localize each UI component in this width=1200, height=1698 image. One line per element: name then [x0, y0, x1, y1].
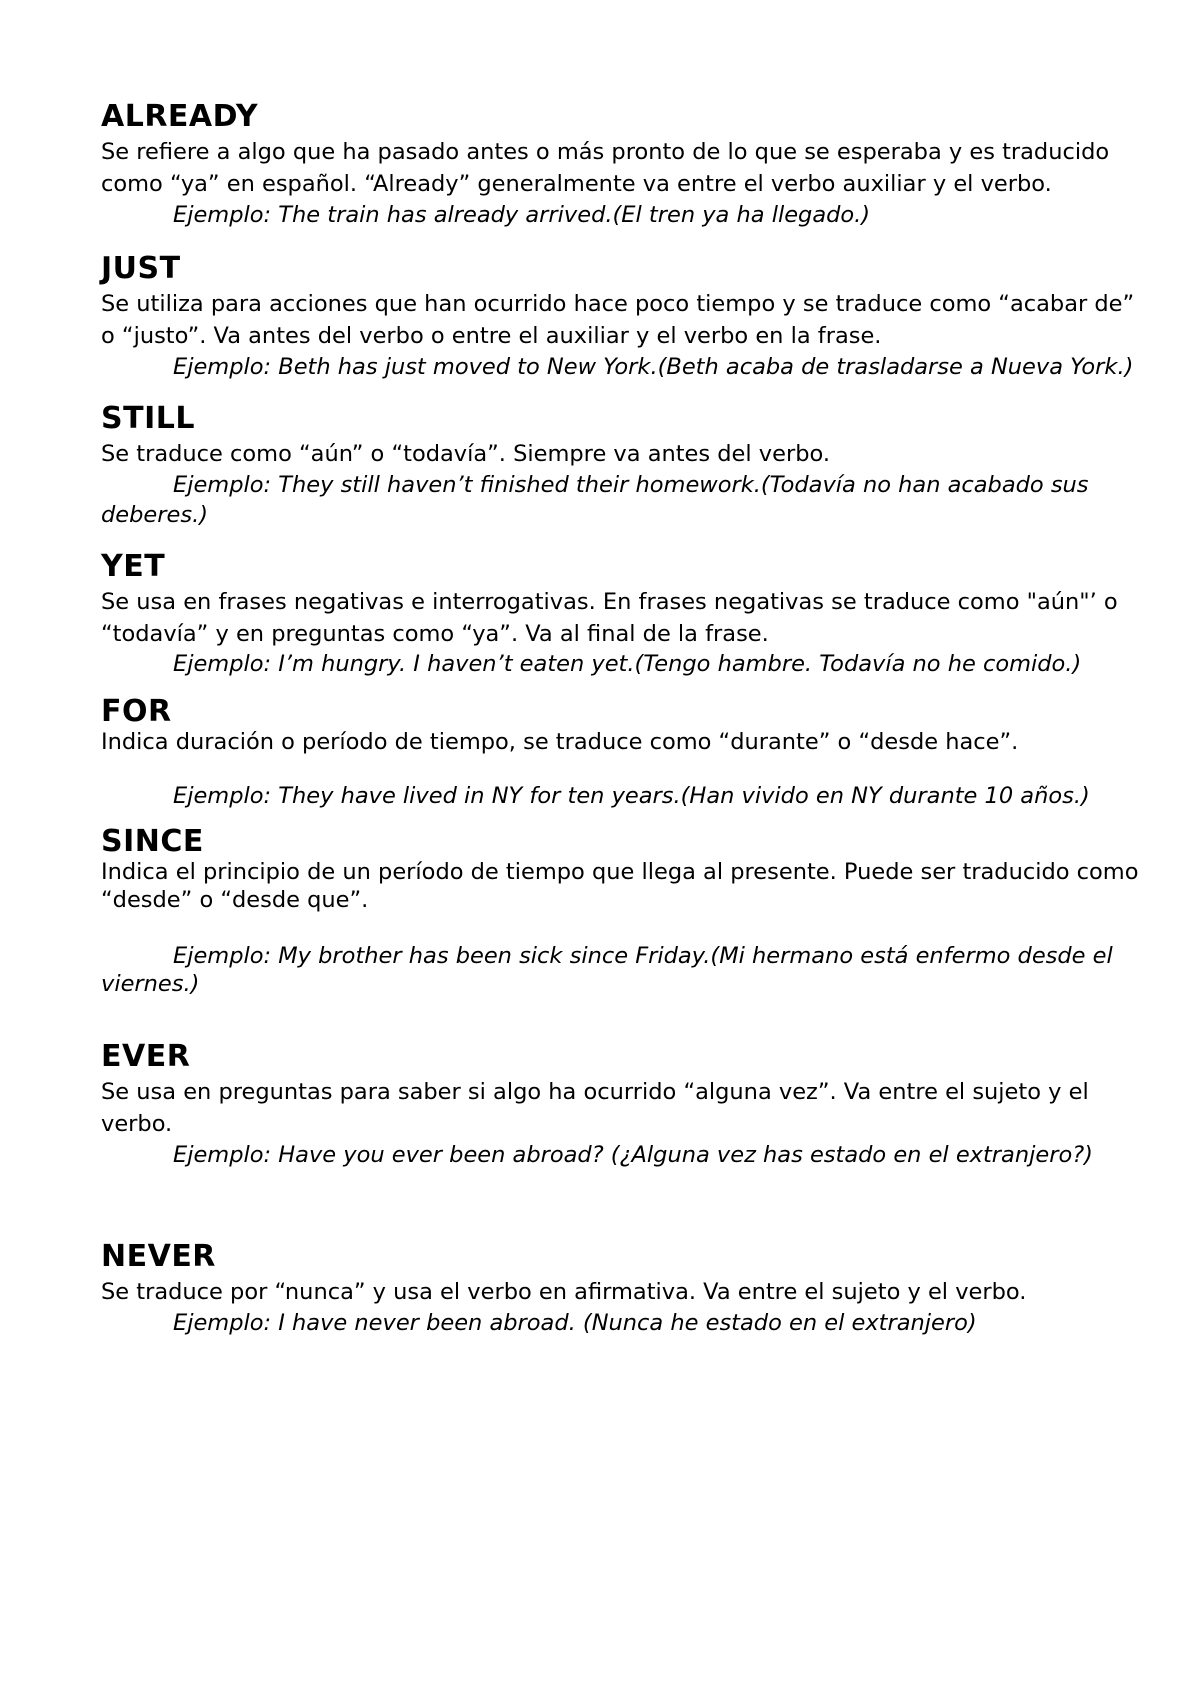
- section-description: Se refiere a algo que ha pasado antes o más pronto de lo que se esperaba y es traducido como “ya” en español. “Already” generalmente va entre el verbo auxiliar y el verbo.: [101, 139, 1110, 197]
- section-heading: JUST: [101, 251, 181, 286]
- section-example: Ejemplo: The train has already arrived.(El tren ya ha llegado.): [173, 202, 871, 228]
- section-heading: NEVER: [101, 1239, 216, 1274]
- section-never: [101, 1238, 1151, 1338]
- section-description: Se utiliza para acciones que han ocurrido hace poco tiempo y se traduce como “acabar de” o “justo”. Va antes del verbo o entre el auxiliar y el verbo en la frase.: [101, 291, 1135, 349]
- section-example: Ejemplo: Have you ever been abroad? (¿Alguna vez has estado en el extranjero?): [173, 1142, 1093, 1168]
- section-example: Ejemplo: I have never been abroad. (Nunca he estado en el extranjero): [173, 1310, 977, 1336]
- section-yet: [101, 548, 1151, 678]
- section-description: Se usa en preguntas para saber si algo ha ocurrido “alguna vez”. Va entre el sujeto y el verbo.: [101, 1079, 1089, 1137]
- section-example: Ejemplo: They still haven’t finished their homework.(Todavía no han acabado sus deberes.): [101, 472, 1089, 528]
- section-since: [101, 826, 1151, 998]
- section-example: Ejemplo: Beth has just moved to New York.(Beth acaba de trasladarse a Nueva York.): [173, 354, 1134, 380]
- section-example: Ejemplo: They have lived in NY for ten years.(Han vivido en NY durante 10 años.): [173, 783, 1090, 809]
- section-just: [101, 250, 1151, 382]
- section-description: Indica duración o período de tiempo, se traduce como “durante” o “desde hace”.: [101, 729, 1019, 755]
- section-already: [101, 98, 1151, 230]
- document-page: [101, 98, 1151, 1338]
- section-example: Ejemplo: I’m hungry. I haven’t eaten yet.(Tengo hambre. Todavía no he comido.): [173, 651, 1082, 677]
- section-description: Se traduce como “aún” o “todavía”. Siempre va antes del verbo.: [101, 441, 831, 467]
- section-still: [101, 400, 1151, 530]
- section-heading: FOR: [101, 694, 172, 729]
- section-heading: STILL: [101, 401, 195, 436]
- section-description: Indica el principio de un período de tiempo que llega al presente. Puede ser traducido como “desde” o “desde que”.: [101, 859, 1139, 913]
- section-for: [101, 696, 1151, 810]
- section-heading: EVER: [101, 1039, 191, 1074]
- section-example: Ejemplo: My brother has been sick since Friday.(Mi hermano está enfermo desde el viernes.): [101, 943, 1113, 997]
- section-heading: YET: [101, 549, 166, 584]
- section-heading: SINCE: [101, 824, 204, 859]
- section-description: Se usa en frases negativas e interrogativas. En frases negativas se traduce como "aún"’ o “todavía” y en preguntas como “ya”. Va al final de la frase.: [101, 589, 1118, 647]
- section-ever: [101, 1038, 1151, 1170]
- section-heading: ALREADY: [101, 99, 259, 134]
- section-description: Se traduce por “nunca” y usa el verbo en afirmativa. Va entre el sujeto y el verbo.: [101, 1279, 1027, 1305]
